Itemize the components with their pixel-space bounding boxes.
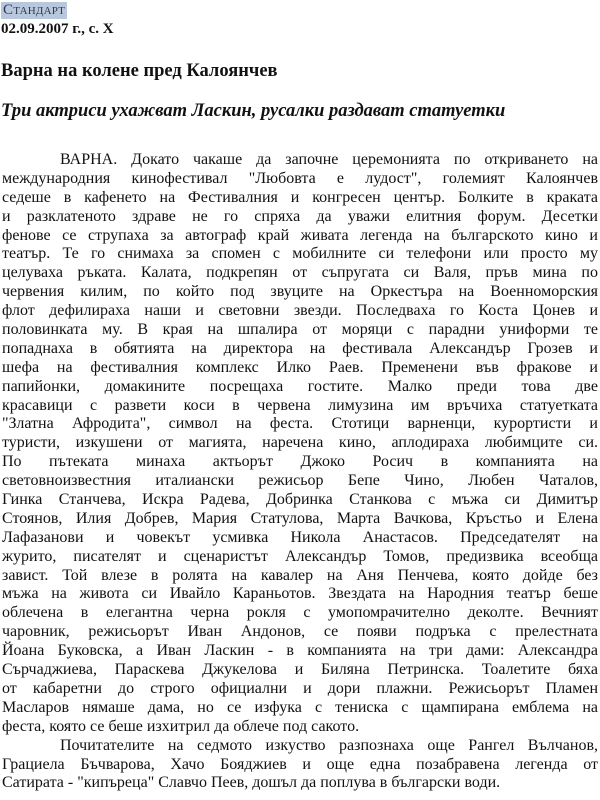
text-line: седеше в кафенето на Фестивалния и конгресен център. Болките в краката [2,188,598,206]
text-line: папийонки, домакините посрещаха гостите. Малко преди това две [2,377,598,395]
text-line: Лафазанови и човекът усмивка Никола Анастасов. Председателят на [2,528,598,546]
article-subtitle: Три актриси ухажват Ласкин, русалки раздават статуетки [1,101,506,121]
text-line: "Златна Афродита", символ на феста. Стотици варненци, курортисти и [2,415,598,433]
text-line: По пътеката минаха актьорът Джоко Росич в компанията на [2,453,598,471]
text-line: Грациела Бъчварова, Хачо Бояджиев и още една позабравена легенда от [2,755,598,773]
text-line: туристи, изкушени от магията, наречена кино, аплодираха любимците си. [2,434,598,452]
text-line: театър. Те го снимаха за спомен с мобилните си телефони или просто му [2,245,598,263]
text-line: световноизвестния италиански режисьор Бепе Чино, Любен Чаталов, [2,472,598,490]
article-body [2,151,598,793]
text-line: Почитателите на седмото изкуство разпознаха още Рангел Вълчанов, [60,736,598,754]
text-line: красавици с развети коси в червена лимузина им връчиха статуетката [2,396,598,414]
article-title: Варна на колене пред Калоянчев [1,61,278,81]
text-line: попаднаха в обятията на директора на фестивала Александър Грозев и [2,339,598,357]
text-line: флот дефилираха наши и световни звезди. Последваха го Коста Цонев и [2,302,598,320]
publication-date: 02.09.2007 г., с. X [1,21,114,37]
text-line: мъжа на живота си Ивайло Караньотов. Звездата на Народния театър беше [2,585,598,603]
text-line: червения килим, по който под звуците на Оркестъра на Военноморския [2,283,598,301]
text-line: от кабаретни до строго официални и дори плажни. Режисьорът Пламен [2,679,598,697]
text-line: ВАРНА. Докато чакаше да започне церемонията по откриването на [60,151,598,168]
text-line: Гинка Станчева, Искра Радева, Добринка Станкова с мъжа си Димитър [2,491,598,509]
text-line: фенове се струпаха за автограф край живата легенда на българското кино и [2,226,598,244]
text-line: облечена в елегантна черна рокля с умопомрачително деколте. Вечният [2,604,598,622]
text-line: и разклатеното здраве не го спряха да уважи елитния форум. Десетки [2,207,598,225]
text-line: Стоянов, Илия Добрев, Мария Статулова, Марта Вачкова, Кръстьо и Елена [2,509,598,527]
text-line: феста, която се беше изхитрил да облече под сакото. [2,717,360,735]
text-line: Сърчаджиева, Параскева Джукелова и Биляна Петринска. Тоалетите бяха [2,661,598,679]
text-line: международния кинофестивал "Любовта е лудост", големият Калоянчев [2,169,598,187]
text-line: завист. Той влезе в ролята на кавалер на Аня Пенчева, която дойде без [2,566,598,584]
text-line: журито, писателят и сценаристът Александър Томов, предизвика всеобща [2,547,598,565]
text-line: чаровник, режисьорът Иван Андонов, се появи подръка с прелестната [2,623,598,641]
text-line: Масларов нямаше дама, но се изфука с тениска с щампирана емблема на [2,698,598,716]
text-line: шефа на фестивалния комплекс Илко Раев. Пременени във фракове и [2,358,598,376]
text-line: половинката му. В края на шпалира от моряци с парадни униформи те [2,321,598,339]
text-line: Йоана Буковска, а Иван Ласкин - в компанията на три дами: Александра [2,642,598,660]
publication-name: Стандарт [3,2,66,18]
text-line: Сатирата - "кипъреца" Славчо Пеев, дошъл да поплува в български води. [2,774,501,792]
text-line: целуваха ръката. Калата, подкрепян от съпругата си Валя, пръв мина по [2,264,598,282]
